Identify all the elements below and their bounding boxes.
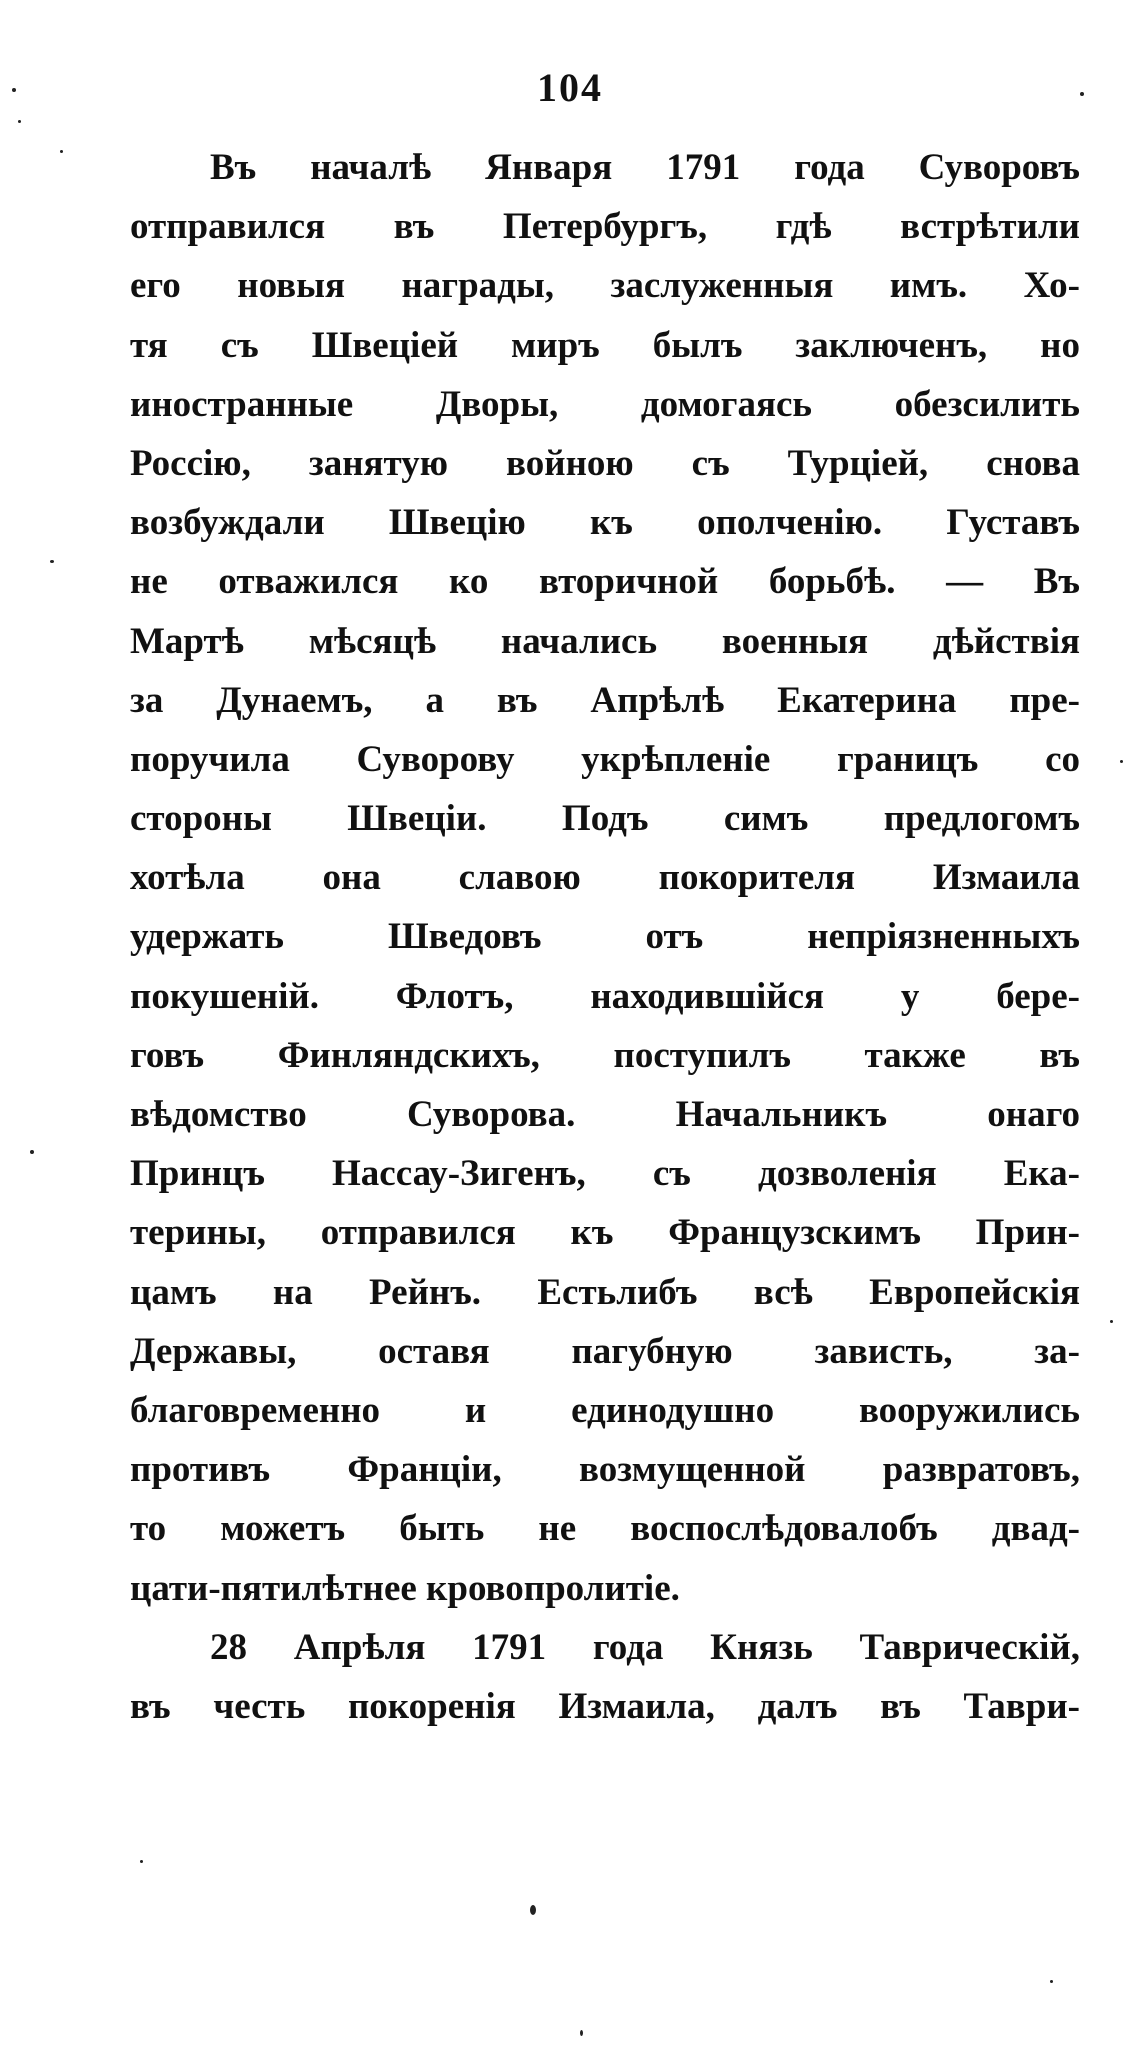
page-number: 104 (537, 65, 603, 110)
text-line: возбуждали Швецiю къ ополченiю. Густавъ (130, 502, 1080, 544)
text-line: покушенiй. Флотъ, находившiйся у бере- (130, 975, 1080, 1017)
text-line: говъ Финляндскихъ, поступилъ также въ (130, 1034, 1080, 1076)
text-line: его новыя награды, заслуженныя имъ. Хо- (130, 265, 1080, 307)
scan-speck (18, 120, 21, 123)
scan-speck (1080, 92, 1084, 96)
text-line: Въ началѣ Января 1791 года Суворовъ (210, 147, 1080, 188)
scan-speck (60, 150, 63, 153)
scan-speck (50, 560, 54, 563)
text-line: 28 Апрѣля 1791 года Князь Таврическiй, (210, 1626, 1080, 1668)
text-line: стороны Швецiи. Подъ симъ предлогомъ (130, 798, 1080, 840)
text-line: въ честь покоренiя Измаила, далъ въ Таври- (130, 1685, 1080, 1727)
text-line: то можетъ быть не воспослѣдовалобъ двад- (130, 1508, 1080, 1550)
text-line: Принцъ Нассау-Зигенъ, съ дозволенiя Ека- (130, 1153, 1080, 1195)
scan-speck (1050, 1980, 1053, 1983)
text-line: удержать Шведовъ отъ непрiязненныхъ (130, 916, 1080, 958)
text-line: терины, отправился къ Французскимъ Прин- (130, 1212, 1080, 1254)
text-line: цати-пятилѣтнее кровопролитiе. (130, 1567, 680, 1609)
scan-speck (1120, 760, 1123, 763)
text-line: противъ Францiи, возмущенной развратовъ, (130, 1449, 1080, 1491)
body-text (130, 138, 1080, 1736)
scan-speck (140, 1860, 143, 1863)
scan-speck (12, 88, 16, 92)
text-line: за Дунаемъ, а въ Апрѣлѣ Екатерина пре- (130, 679, 1080, 721)
text-line: Россiю, занятую войною съ Турцiей, снова (130, 442, 1080, 484)
scan-speck (580, 2030, 583, 2036)
text-line: Державы, оставя пагубную зависть, за- (130, 1330, 1080, 1372)
text-line: отправился въ Петербургъ, гдѣ встрѣтили (130, 206, 1080, 248)
text-line: вѣдомство Суворова. Начальникъ онаго (130, 1094, 1080, 1135)
text-line: хотѣла она славою покорителя Измаила (130, 857, 1080, 899)
text-line: цамъ на Рейнъ. Естьлибъ всѣ Европейскiя (130, 1271, 1080, 1313)
text-line: иностранные Дворы, домогаясь обезсилить (130, 383, 1080, 425)
scan-speck (30, 1150, 34, 1154)
text-line: тя съ Швецiей миръ былъ заключенъ, но (130, 324, 1080, 366)
text-line: Мартѣ мѣсяцѣ начались военныя дѣйствiя (130, 620, 1080, 662)
text-line: не отважился ко вторичной борьбѣ. — Въ (130, 561, 1080, 603)
scan-speck (1110, 1320, 1113, 1323)
text-line: благовременно и единодушно вооружились (130, 1389, 1080, 1431)
text-line: поручила Суворову укрѣпленiе границъ со (130, 738, 1080, 780)
scan-speck (530, 1905, 536, 1915)
